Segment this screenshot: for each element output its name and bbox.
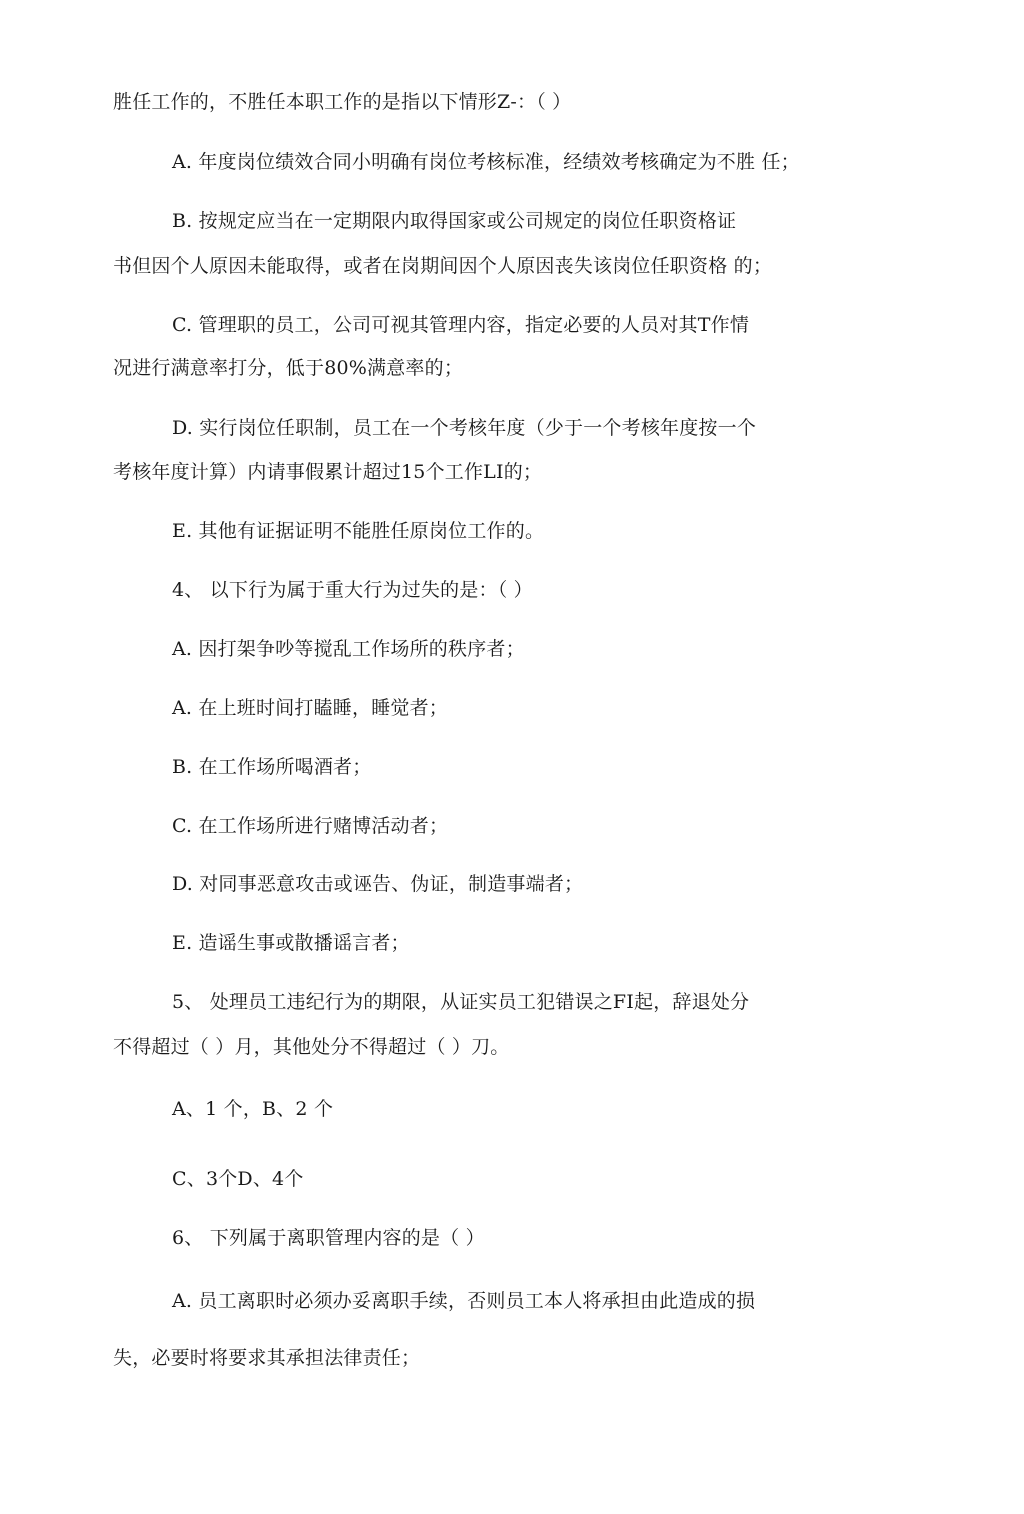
text-line: A. 因打架争吵等搅乱工作场所的秩序者；	[172, 638, 525, 660]
text-line: 失，必要时将要求其承担法律责任；	[113, 1347, 421, 1369]
text-line: A. 年度岗位绩效合同小明确有岗位考核标准，经绩效考核确定为不胜 任；	[172, 151, 800, 173]
text-line: 书但因个人原因未能取得，或者在岗期间因个人原因丧失该岗位任职资格 的；	[113, 255, 773, 277]
text-line: 6、 下列属于离职管理内容的是（ ）	[172, 1227, 485, 1249]
text-line: 5、 处理员工违纪行为的期限，从证实员工犯错误之FI起，辞退处分	[172, 991, 750, 1013]
text-line: 考核年度计算）内请事假累计超过15个工作LI的；	[113, 461, 543, 483]
text-line: C. 管理职的员工，公司可视其管理内容，指定必要的人员对其T作情	[172, 314, 750, 336]
text-line: B. 在工作场所喝酒者；	[172, 756, 372, 778]
text-line: A、1 个，B、2 个	[172, 1098, 334, 1120]
text-line: 胜任工作的，不胜任本职工作的是指以下情形Z-：（ ）	[113, 91, 572, 113]
text-line: C、3个D、4个	[172, 1168, 304, 1190]
text-line: A. 员工离职时必须办妥离职手续，否则员工本人将承担由此造成的损	[172, 1290, 756, 1312]
text-line: C. 在工作场所进行赌博活动者；	[172, 815, 449, 837]
text-line: E. 其他有证据证明不能胜任原岗位工作的。	[172, 520, 545, 542]
text-line: D. 对同事恶意攻击或诬告、伪证，制造事端者；	[172, 873, 584, 895]
text-line: E. 造谣生事或散播谣言者；	[172, 932, 410, 954]
text-line: A. 在上班时间打瞌睡，睡觉者；	[172, 697, 449, 719]
text-line: B. 按规定应当在一定期限内取得国家或公司规定的岗位任职资格证	[172, 210, 737, 232]
text-line: 况进行满意率打分，低于80%满意率的；	[113, 357, 464, 379]
text-line: 4、 以下行为属于重大行为过失的是：（ ）	[172, 579, 533, 601]
text-line: 不得超过（ ）月，其他处分不得超过（ ）刀。	[113, 1036, 510, 1058]
text-line: D. 实行岗位任职制，员工在一个考核年度（少于一个考核年度按一个	[172, 417, 757, 439]
